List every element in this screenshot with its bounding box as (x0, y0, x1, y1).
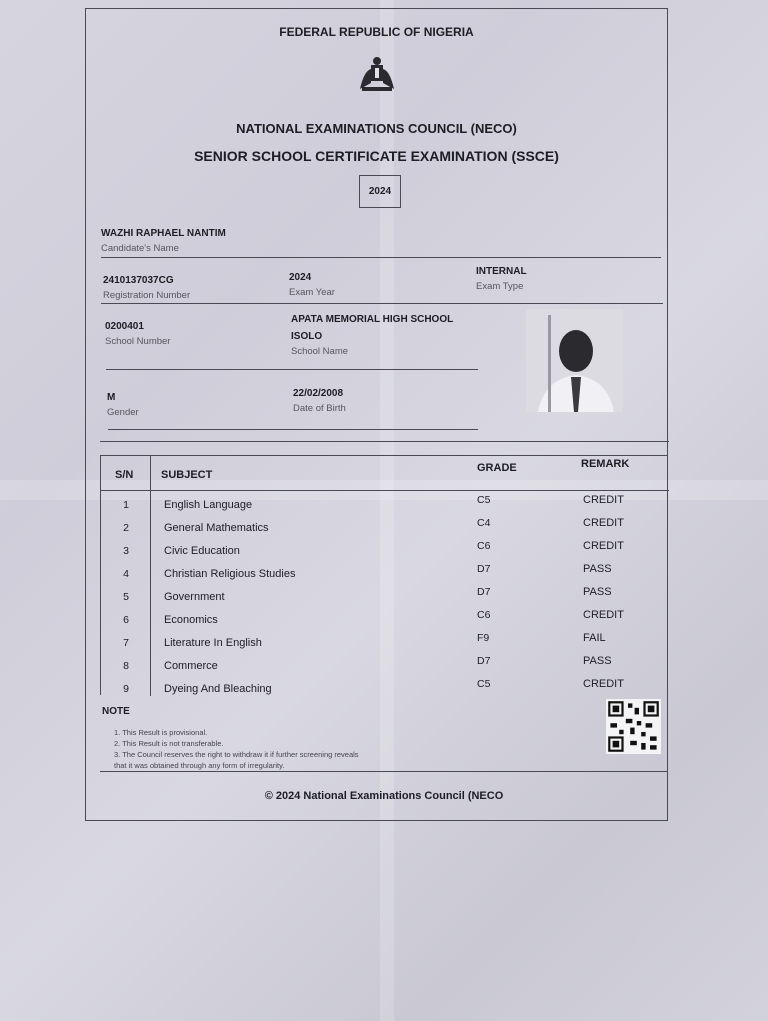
row-sn: 2 (123, 522, 129, 534)
dob-label: Date of Birth (293, 403, 346, 414)
divider (100, 441, 669, 442)
row-remark: CREDIT (583, 517, 624, 529)
header-grade: GRADE (477, 462, 517, 474)
school-name-label: School Name (291, 346, 349, 357)
note-item: 1. This Result is provisional. (114, 728, 208, 737)
row-grade: D7 (477, 655, 491, 667)
row-sn: 5 (123, 591, 129, 603)
candidate-name: WAZHI RAPHAEL NANTIM (101, 228, 226, 239)
row-sn: 7 (123, 637, 129, 649)
exam-year: 2024 (289, 272, 312, 283)
row-grade: C6 (477, 540, 491, 552)
row-remark: CREDIT (583, 609, 624, 621)
results-table (100, 455, 668, 695)
candidate-name-field (101, 227, 226, 254)
row-remark: CREDIT (583, 494, 624, 506)
row-subject: Government (164, 591, 225, 603)
note-item: 2. This Result is not transferable. (114, 739, 224, 748)
table-row (101, 586, 668, 609)
candidate-name-label: Candidate's Name (101, 243, 179, 254)
country-title: FEDERAL REPUBLIC OF NIGERIA (279, 25, 474, 39)
council-title: NATIONAL EXAMINATIONS COUNCIL (NECO) (236, 121, 517, 136)
row-remark: PASS (583, 586, 612, 598)
row-subject: English Language (164, 499, 253, 511)
note-title: NOTE (102, 706, 130, 717)
table-row (101, 655, 668, 678)
row-subject: Economics (164, 614, 218, 626)
exam-year-field (289, 271, 335, 298)
row-subject: Dyeing And Bleaching (164, 683, 272, 695)
candidate-photo-image (526, 309, 623, 412)
row-grade: D7 (477, 563, 491, 575)
row-subject: Commerce (164, 660, 218, 672)
school-name-line2: ISOLO (291, 331, 323, 342)
divider (101, 303, 663, 304)
row-grade: D7 (477, 586, 491, 598)
result-sheet (85, 8, 668, 821)
header-divider (101, 490, 669, 491)
table-row (101, 563, 668, 586)
dob: 22/02/2008 (293, 388, 344, 399)
school-name-field (291, 313, 453, 357)
year-box: 2024 (359, 175, 401, 208)
divider (101, 257, 661, 258)
header-sn: S/N (115, 469, 134, 481)
row-remark: CREDIT (583, 540, 624, 552)
row-subject: Christian Religious Studies (164, 568, 296, 580)
exam-type: INTERNAL (476, 266, 527, 277)
gender-label: Gender (107, 407, 139, 418)
row-subject: Civic Education (164, 545, 240, 557)
row-grade: F9 (477, 632, 490, 644)
coat-of-arms-icon (356, 55, 398, 95)
row-sn: 4 (123, 568, 129, 580)
row-sn: 9 (123, 683, 129, 695)
registration-field (103, 274, 190, 301)
note-list (114, 727, 359, 771)
row-remark: CREDIT (583, 678, 624, 690)
dob-field (293, 387, 346, 414)
note-item: 3. The Council reserves the right to withdraw it if further screening reveals (114, 750, 359, 759)
gender-field (107, 391, 139, 418)
header-remark: REMARK (581, 458, 630, 470)
row-sn: 3 (123, 545, 129, 557)
note-item: that it was obtained through any form of irregularity. (114, 761, 285, 770)
row-remark: FAIL (583, 632, 606, 644)
footer-copyright: © 2024 National Examinations Council (NECO (100, 771, 668, 819)
row-sn: 8 (123, 660, 129, 672)
table-row (101, 609, 668, 632)
row-sn: 6 (123, 614, 129, 626)
school-number: 0200401 (105, 321, 144, 332)
row-grade: C5 (477, 678, 491, 690)
school-number-field (105, 320, 170, 347)
divider (106, 369, 478, 370)
row-remark: PASS (583, 563, 612, 575)
table-row (101, 540, 668, 563)
header-subject: SUBJECT (161, 469, 213, 481)
row-sn: 1 (123, 499, 129, 511)
table-row (101, 678, 668, 701)
qr-code-icon (606, 699, 661, 754)
table-row (101, 517, 668, 540)
school-number-label: School Number (105, 336, 171, 347)
row-remark: PASS (583, 655, 612, 667)
divider (108, 429, 478, 430)
registration-number: 2410137037CG (103, 275, 174, 286)
exam-title: SENIOR SCHOOL CERTIFICATE EXAMINATION (SSCE) (194, 148, 559, 164)
row-subject: General Mathematics (164, 522, 269, 534)
row-subject: Literature In English (164, 637, 262, 649)
exam-year-label: Exam Year (289, 287, 335, 298)
table-row (101, 494, 668, 517)
row-grade: C6 (477, 609, 491, 621)
registration-label: Registration Number (103, 290, 191, 301)
row-grade: C5 (477, 494, 491, 506)
exam-type-field (476, 265, 527, 292)
school-name-line1: APATA MEMORIAL HIGH SCHOOL (291, 314, 454, 325)
table-row (101, 632, 668, 655)
row-grade: C4 (477, 517, 491, 529)
gender: M (107, 392, 116, 403)
candidate-photo (526, 309, 623, 412)
exam-type-label: Exam Type (476, 281, 524, 292)
